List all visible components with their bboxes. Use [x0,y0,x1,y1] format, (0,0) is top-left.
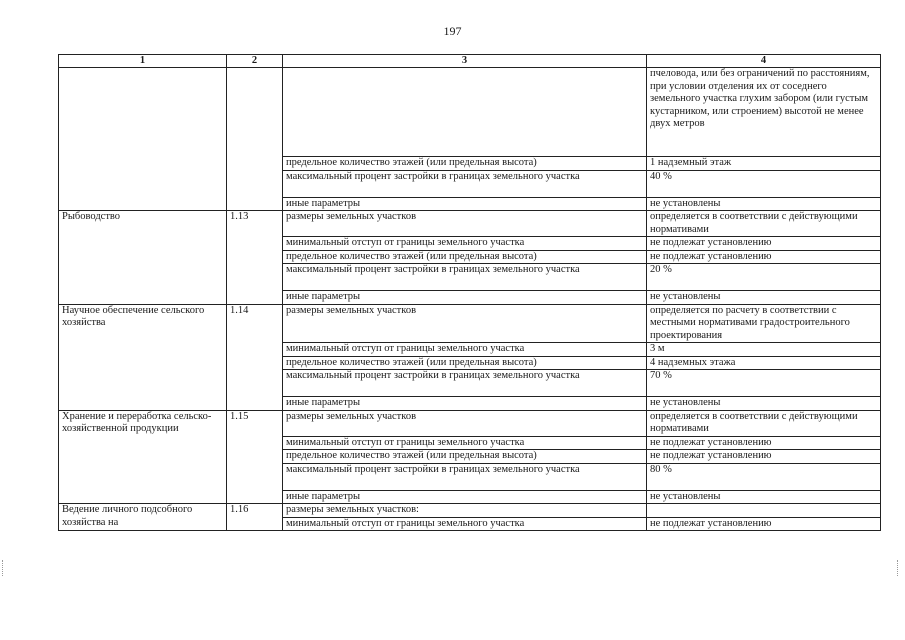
table-header-row [59,55,881,68]
table-row [59,68,881,157]
use-type-cell: Научное обеспечение сельского хозяйства [59,304,227,410]
value-cell: 20 % [647,264,881,291]
value-cell: 80 % [647,463,881,490]
value-cell: определяется в соответствии с действующими нормативами [647,410,881,436]
value-cell: не подлежат установлению [647,436,881,450]
value-cell: не подлежат установлению [647,250,881,264]
value-cell: определяется в соответствии с действующими нормативами [647,211,881,237]
param-cell [283,68,647,157]
scan-edge-mark [897,560,901,576]
value-cell: не установлены [647,490,881,504]
value-cell [647,504,881,518]
table-row [59,410,881,436]
value-cell: определяется по расчету в соответствии с местными нормативами градостроительного проектирования [647,304,881,343]
param-cell: иные параметры [283,490,647,504]
scan-edge-mark [2,560,6,576]
page-number: 197 [443,24,462,38]
table-row [59,211,881,237]
value-cell: не установлены [647,291,881,305]
value-cell: 70 % [647,370,881,397]
param-cell: иные параметры [283,397,647,411]
param-cell: размеры земельных участков: [283,504,647,518]
table-row [59,304,881,343]
value-cell: не подлежат установлению [647,517,881,531]
param-cell: иные параметры [283,197,647,211]
param-cell: размеры земельных участков [283,211,647,237]
param-cell: минимальный отступ от границы земельного участка [283,436,647,450]
column-header-1: 1 [59,55,227,68]
value-cell: 40 % [647,170,881,197]
param-cell: предельное количество этажей (или предельная высота) [283,450,647,464]
value-cell: не установлены [647,397,881,411]
code-cell: 1.14 [227,304,283,410]
param-cell: минимальный отступ от границы земельного участка [283,517,647,531]
param-cell: максимальный процент застройки в границах земельного участка [283,264,647,291]
param-cell: минимальный отступ от границы земельного участка [283,343,647,357]
regulations-table [58,54,881,531]
param-cell: размеры земельных участков [283,410,647,436]
param-cell: предельное количество этажей (или предельная высота) [283,157,647,171]
param-cell: размеры земельных участков [283,304,647,343]
use-type-cell: Хранение и переработка сельско-хозяйственной продукции [59,410,227,504]
value-cell: не подлежат установлению [647,450,881,464]
value-cell: не установлены [647,197,881,211]
use-type-cell: Рыбоводство [59,211,227,305]
column-header-4: 4 [647,55,881,68]
column-header-2: 2 [227,55,283,68]
param-cell: предельное количество этажей (или предельная высота) [283,356,647,370]
value-cell: 1 надземный этаж [647,157,881,171]
value-cell: 3 м [647,343,881,357]
table-row [59,504,881,518]
code-cell [227,68,283,211]
param-cell: предельное количество этажей (или предельная высота) [283,250,647,264]
code-cell: 1.13 [227,211,283,305]
param-cell: максимальный процент застройки в границах земельного участка [283,170,647,197]
value-cell: не подлежат установлению [647,237,881,251]
value-cell: 4 надземных этажа [647,356,881,370]
use-type-cell [59,68,227,211]
code-cell: 1.16 [227,504,283,531]
code-cell: 1.15 [227,410,283,504]
param-cell: минимальный отступ от границы земельного участка [283,237,647,251]
use-type-cell: Ведение личного подсобного хозяйства на [59,504,227,531]
value-cell: пчеловода, или без ограничений по расстояниям, при условии отделения их от соседнего земельного участка глухим забором (или густым кустарником, или строением) высотой не менее двух метров [647,68,881,157]
param-cell: максимальный процент застройки в границах земельного участка [283,370,647,397]
column-header-3: 3 [283,55,647,68]
param-cell: максимальный процент застройки в границах земельного участка [283,463,647,490]
param-cell: иные параметры [283,291,647,305]
